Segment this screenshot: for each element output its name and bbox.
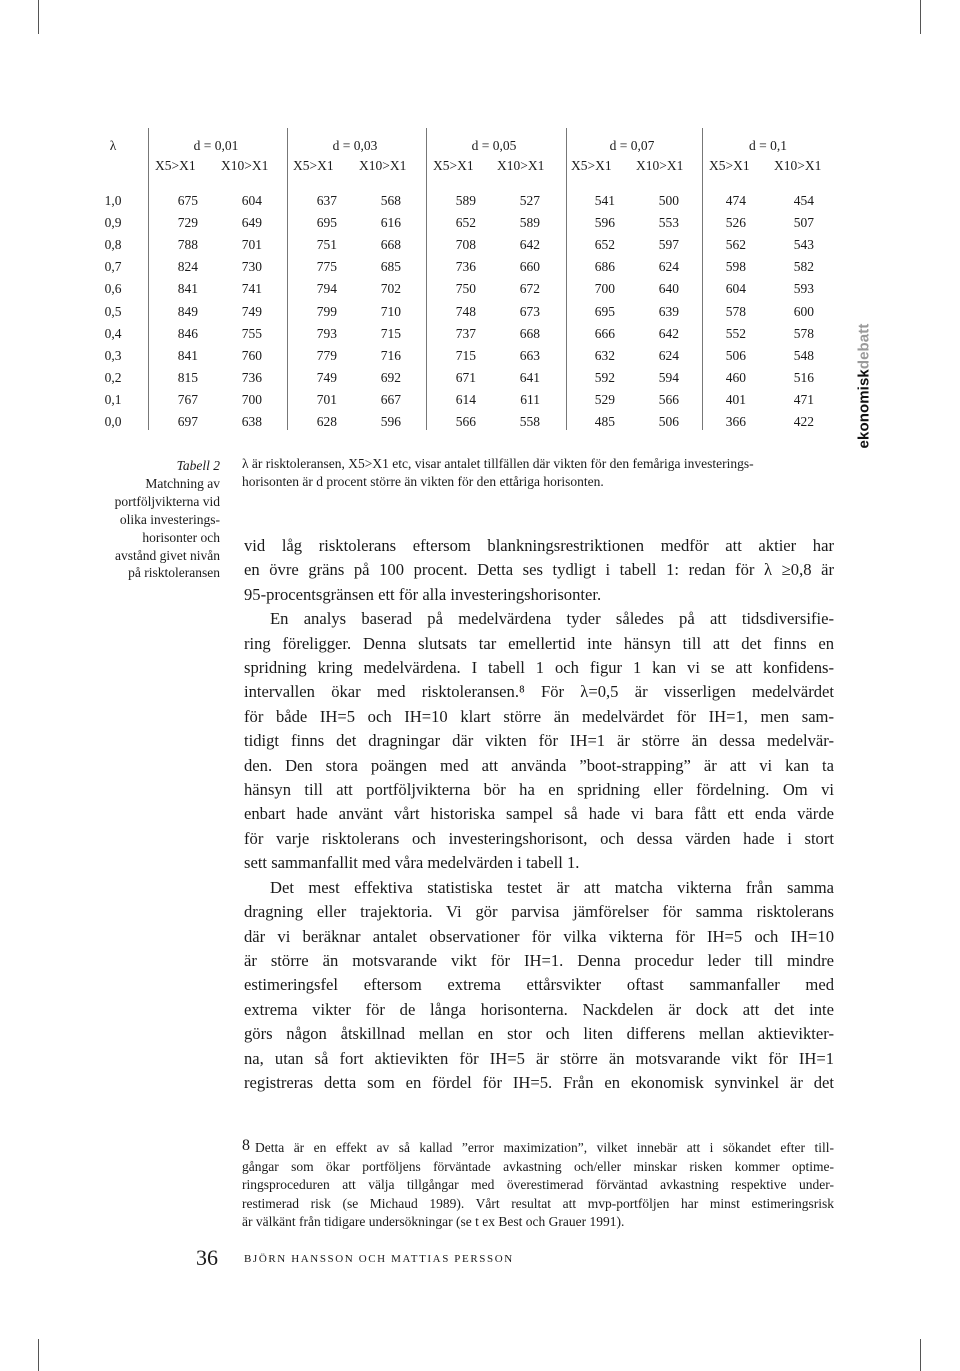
table-cell: 736	[241, 369, 262, 385]
table-cell: 638	[241, 414, 262, 429]
caption-line: Matchning av	[145, 475, 220, 491]
table-cell: 614	[455, 391, 476, 407]
table-cell: 543	[793, 237, 814, 253]
body-line: En analys baserad på medelvärdena tyder således på att tidsdiversifie-	[270, 609, 834, 629]
table-cell: 506	[725, 347, 746, 363]
table-cell: 748	[455, 303, 476, 319]
footnote-line: ringsproceduren att välja tillgångar med överestimerad förväntad avkastning respektive under-	[242, 1177, 834, 1193]
table-cell: 578	[725, 303, 746, 319]
table-cell: 695	[316, 215, 337, 231]
column-header: X10>X1	[221, 158, 269, 173]
row-lambda: 0,2	[104, 369, 122, 385]
table-cell: 672	[519, 281, 540, 297]
table-cell: 553	[658, 215, 679, 231]
table-cell: 485	[594, 414, 615, 429]
running-head: BJÖRN HANSSON OCH MATTIAS PERSSON	[244, 1253, 514, 1265]
body-line: Det mest effektiva statistiska testet är att matcha vikterna från samma	[270, 877, 834, 897]
table-cell: 701	[241, 237, 262, 253]
table-cell: 471	[793, 391, 814, 407]
table-cell: 663	[519, 347, 540, 363]
group-header: d = 0,03	[332, 138, 378, 153]
row-lambda: 0,9	[104, 215, 122, 231]
table-cell: 760	[241, 347, 262, 363]
table-cell: 474	[725, 193, 746, 208]
table-cell: 594	[658, 369, 679, 385]
table-cell: 604	[241, 193, 262, 208]
table-cell: 685	[380, 259, 401, 275]
table-cell: 548	[793, 347, 814, 363]
table-cell: 589	[455, 193, 476, 208]
group-header: d = 0,07	[609, 138, 655, 153]
body-line: intervallen ökar med risktoleransen.⁸ För λ=0,5 är visserligen medelvärdet	[244, 682, 834, 702]
table-cell: 793	[316, 325, 337, 341]
table-cell: 604	[725, 281, 746, 297]
table-cell: 671	[455, 369, 476, 385]
row-lambda: 0,4	[104, 325, 122, 341]
row-lambda: 0,3	[104, 347, 122, 363]
body-line: en övre gräns på 100 procent. Detta ses tydligt i tabell 1: redan för λ ≥0,8 är	[244, 560, 834, 580]
group-header: d = 0,05	[471, 138, 517, 153]
column-header: X10>X1	[636, 158, 684, 173]
table-cell: 422	[793, 414, 814, 429]
table-cell: 849	[177, 303, 198, 319]
table-cell: 668	[519, 325, 540, 341]
table-cell: 597	[658, 237, 679, 253]
table-cell: 708	[455, 237, 476, 253]
table-cell: 460	[725, 369, 746, 385]
body-line: vid låg risktolerans eftersom blankningsrestriktionen medför att aktier har	[244, 536, 834, 555]
body-line: spridning kring medelvärdena. I tabell 1 och figur 1 kan vi se att konfidens-	[244, 658, 834, 678]
column-header: X5>X1	[155, 158, 196, 173]
table-cell: 692	[380, 369, 401, 385]
brand-part-1: ekonomisk	[855, 369, 873, 449]
table-cell: 642	[519, 237, 540, 253]
brand-part-2: debatt	[855, 323, 873, 370]
row-lambda: 0,0	[104, 414, 122, 429]
table-cell: 749	[241, 303, 262, 319]
body-line: enbart hade använt vårt historiska sampel så hade vi bara fått ett enda värde	[244, 804, 834, 824]
table-cell: 641	[519, 369, 540, 385]
caption-line: olika investerings-	[119, 511, 220, 527]
caption-line: portföljvikterna vid	[114, 493, 220, 509]
table-note	[242, 455, 834, 491]
body-line: sett sammanfallit med våra medelvärden i tabell 1.	[244, 853, 580, 873]
table-cell: 701	[316, 391, 337, 407]
column-header: X5>X1	[571, 158, 612, 173]
body-line: estimeringsfel eftersom extrema ettårsvikter oftast sammanfaller med	[244, 975, 834, 995]
table-cell: 652	[594, 237, 615, 253]
table-cell: 507	[793, 215, 814, 231]
table-caption	[78, 457, 220, 582]
table-cell: 592	[594, 369, 615, 385]
table-cell: 788	[177, 237, 198, 253]
table-cell: 775	[316, 259, 337, 275]
table-cell: 526	[725, 215, 746, 231]
body-line: är större än motsvarande vikt för IH=1. Denna procedur leder till mindre	[244, 950, 834, 970]
table-cell: 624	[658, 347, 679, 363]
table-cell: 527	[519, 193, 540, 208]
table-cell: 702	[380, 281, 401, 297]
caption-line: horisonter och	[142, 529, 220, 545]
body-line: registreras detta som en fördel för IH=5. Från en ekonomisk synvinkel är det	[244, 1072, 834, 1092]
column-header: X5>X1	[709, 158, 750, 173]
footnote-line: är välkänt från tidigare undersökningar (se t ex Best och Grauer 1991).	[242, 1214, 625, 1230]
table-cell: 675	[177, 193, 198, 208]
body-line: hänsyn till att portföljvikterna bör ha en spridning eller fördelning. Om vi	[244, 780, 834, 800]
body-line: na, utan så fort aktievikten för IH=5 är större än motsvarande vikt för IH=1	[244, 1048, 834, 1068]
table-cell: 652	[455, 215, 476, 231]
table-cell: 598	[725, 259, 746, 275]
column-header: X10>X1	[774, 158, 822, 173]
table-cell: 666	[594, 325, 615, 341]
table-cell: 593	[793, 281, 814, 297]
table-cell: 715	[455, 347, 476, 363]
body-line: tidigt finns det dragningar där vikten för IH=1 är större än dessa medelvär-	[244, 731, 834, 751]
table-cell: 700	[241, 391, 262, 407]
table-cell: 668	[380, 237, 401, 253]
footnote	[242, 1137, 834, 1232]
table-cell: 562	[725, 237, 746, 253]
table-cell: 730	[241, 259, 262, 275]
table-cell: 686	[594, 259, 615, 275]
body-line: ring föreligger. Denna slutsats tar emellertid inte hänsyn till att det finns en	[244, 633, 834, 653]
row-lambda: 0,1	[104, 391, 122, 407]
row-lambda: 0,6	[104, 281, 122, 297]
table-cell: 779	[316, 347, 337, 363]
table-cell: 624	[658, 259, 679, 275]
table-cell: 639	[658, 303, 679, 319]
table-cell: 846	[177, 325, 198, 341]
table-note-line: λ är risktoleransen, X5>X1 etc, visar antalet tillfällen där vikten för den femåriga investerings-	[242, 456, 754, 471]
table-cell: 616	[380, 215, 401, 231]
table-cell: 578	[793, 325, 814, 341]
row-lambda: 0,5	[104, 303, 122, 319]
body-line: den. Den stora poängen med att använda ”boot-strapping” är att vi kan ta	[244, 755, 834, 775]
column-header: X5>X1	[293, 158, 334, 173]
table-cell: 640	[658, 281, 679, 297]
body-line: 95-procentsgränsen ett för alla investeringshorisonter.	[244, 584, 602, 604]
body-text	[244, 534, 834, 1095]
row-lambda: 0,7	[104, 259, 122, 275]
footnote-line: restimerad risk (se Michaud 1989). Vårt resultat att mvp-portföljen har minst estimeringsrisk	[242, 1195, 834, 1211]
table-cell: 737	[455, 325, 476, 341]
row-lambda: 1,0	[104, 193, 122, 208]
table-cell: 673	[519, 303, 540, 319]
table-cell: 516	[793, 369, 814, 385]
table-cell: 552	[725, 325, 746, 341]
column-header: X10>X1	[497, 158, 545, 173]
crop-mark	[920, 0, 921, 34]
table-cell: 500	[658, 193, 679, 208]
table-cell: 637	[316, 193, 337, 208]
body-line: där vi beräknar antalet observationer för vilka vikterna för IH=5 och IH=10	[244, 926, 834, 946]
table-cell: 736	[455, 259, 476, 275]
table-cell: 741	[241, 281, 262, 297]
table-cell: 749	[316, 369, 337, 385]
table-cell: 824	[177, 259, 198, 275]
table-cell: 667	[380, 391, 401, 407]
table-cell: 695	[594, 303, 615, 319]
body-line: för varje risktolerans och investeringshorisont, och dessa värden hade i stort	[244, 828, 834, 848]
group-header: d = 0,01	[193, 138, 239, 153]
table-cell: 660	[519, 259, 540, 275]
body-line: för både IH=5 och IH=10 klart större än medelvärdet för IH=1, men sam-	[244, 706, 834, 726]
table-cell: 611	[520, 391, 540, 407]
table-cell: 558	[519, 414, 540, 429]
lambda-header: λ	[109, 138, 117, 153]
body-line: extrema vikter för de långa horisonterna. Nackdelen är dock att det inte	[244, 999, 834, 1019]
table-cell: 750	[455, 281, 476, 297]
footnote-line: Detta är en effekt av så kallad ”error maximization”, vilket innebär att i sökandet efter till-	[255, 1140, 834, 1155]
table-cell: 596	[380, 414, 401, 429]
caption-title: Tabell 2	[176, 458, 220, 473]
footnote-marker: 8	[242, 1137, 250, 1154]
crop-mark	[38, 0, 39, 34]
table-cell: 815	[177, 369, 198, 385]
column-header: X10>X1	[359, 158, 407, 173]
table-cell: 506	[658, 414, 679, 429]
table-cell: 454	[793, 193, 814, 208]
table-cell: 751	[316, 237, 337, 253]
table-cell: 529	[594, 391, 615, 407]
footnote-line: gångar som ökar portföljens förväntade avkastning och/eller minskar risken kommer optime-	[242, 1158, 834, 1174]
crop-mark	[920, 1339, 921, 1371]
caption-line: avstånd givet nivån	[115, 547, 220, 563]
body-line: dragning eller trajektoria. Vi gör parvisa jämförelser för samma risktolerans	[244, 902, 834, 922]
body-line: görs någon åtskillnad mellan en stor och liten differens mellan aktievikter-	[244, 1024, 834, 1044]
table-cell: 755	[241, 325, 262, 341]
table-cell: 566	[455, 414, 476, 429]
table-cell: 729	[177, 215, 198, 231]
table-cell: 700	[594, 281, 615, 297]
table-cell: 697	[177, 414, 198, 429]
table-cell: 642	[658, 325, 679, 341]
row-lambda: 0,8	[104, 237, 122, 253]
table-cell: 716	[380, 347, 401, 363]
table-cell: 628	[316, 414, 337, 429]
table-cell: 649	[241, 215, 262, 231]
table-cell: 582	[793, 259, 814, 275]
page-number: 36	[196, 1245, 218, 1270]
column-header: X5>X1	[433, 158, 474, 173]
table-note-line: horisonten är d procent större än vikten för den ettåriga horisonten.	[242, 474, 604, 489]
table-cell: 715	[380, 325, 401, 341]
table-cell: 794	[316, 281, 337, 297]
table-cell: 799	[316, 303, 337, 319]
table-cell: 600	[793, 303, 814, 319]
table-cell: 710	[380, 303, 401, 319]
table-cell: 541	[594, 193, 615, 208]
table-cell: 596	[594, 215, 615, 231]
table-cell: 568	[380, 193, 401, 208]
table-cell: 401	[725, 391, 746, 407]
crop-mark	[38, 1339, 39, 1371]
table-cell: 566	[658, 391, 679, 407]
table-cell: 841	[177, 347, 198, 363]
table-cell: 589	[519, 215, 540, 231]
table-cell: 841	[177, 281, 198, 297]
group-header: d = 0,1	[749, 138, 787, 153]
journal-brand	[852, 320, 876, 452]
table-cell: 632	[594, 347, 615, 363]
table-cell: 767	[177, 391, 198, 407]
caption-line: på risktoleransen	[128, 565, 220, 581]
table-cell: 366	[725, 414, 746, 429]
